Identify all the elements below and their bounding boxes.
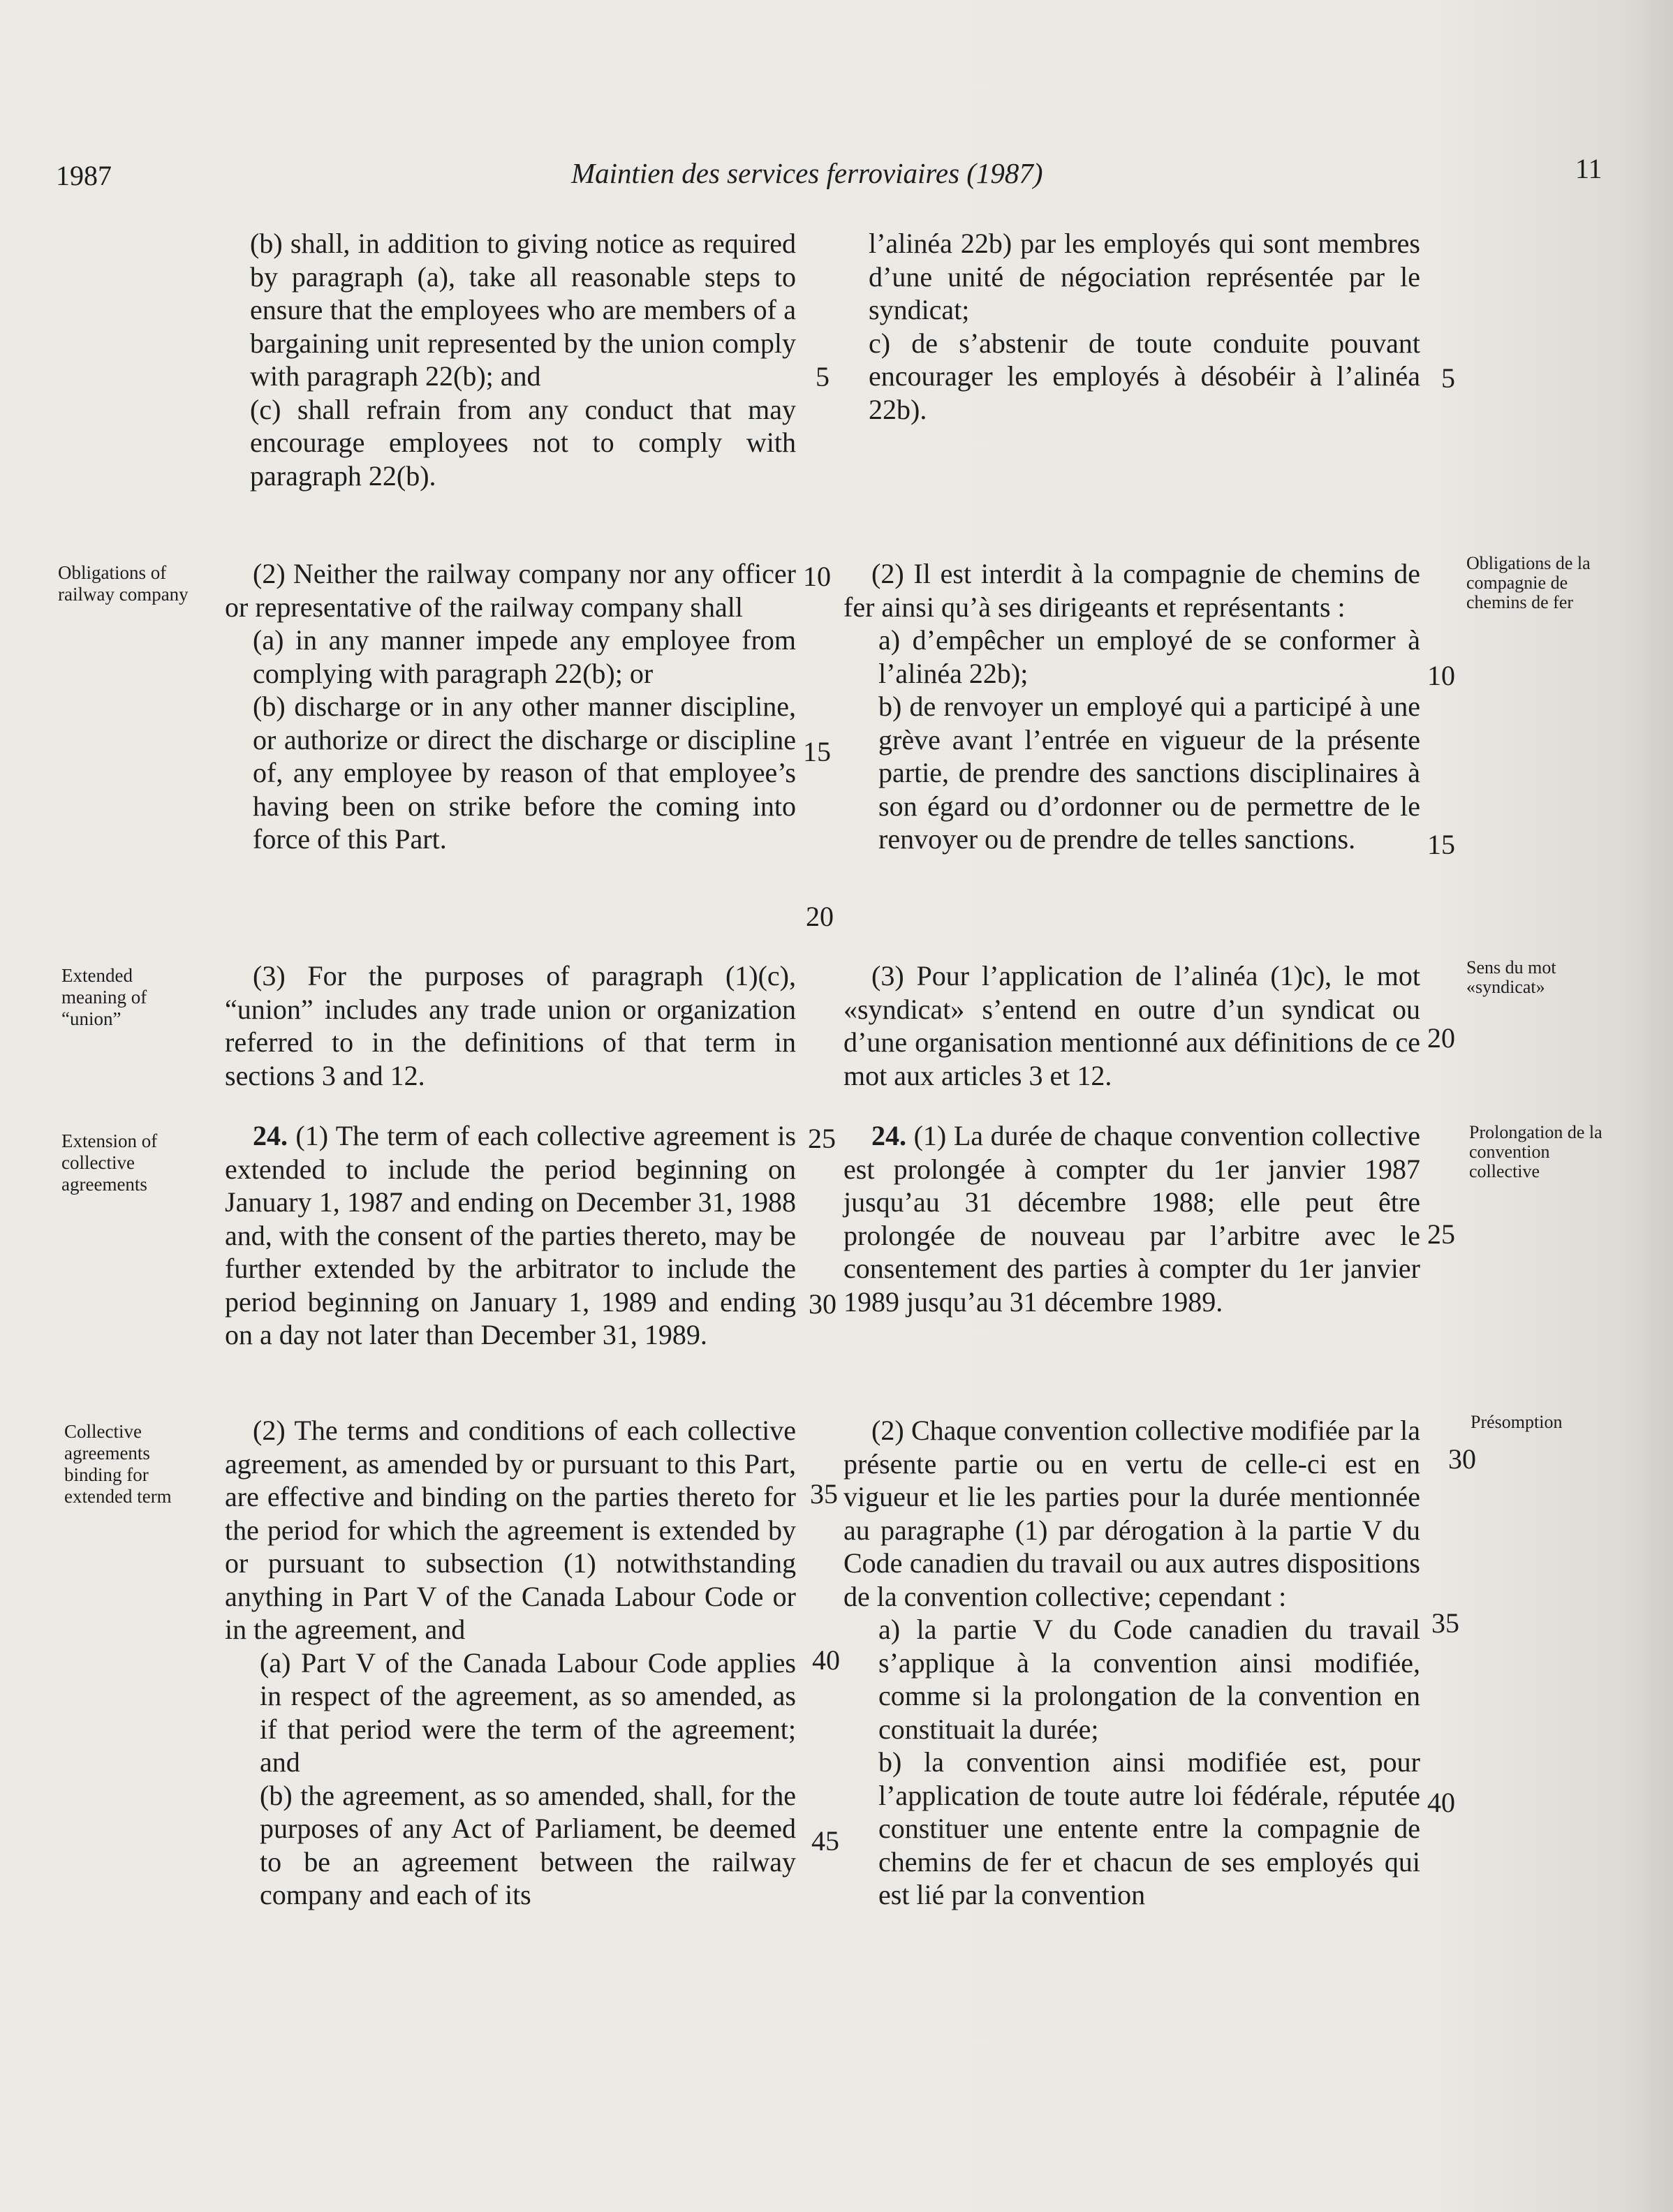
en-line-number-45: 45 bbox=[811, 1825, 839, 1857]
fr-line-number-35: 35 bbox=[1431, 1607, 1459, 1639]
margin-note-presomption-fr: Présomption bbox=[1471, 1412, 1563, 1432]
en-paragraph-group-2 bbox=[225, 557, 796, 856]
en-line-number-5: 5 bbox=[816, 361, 830, 392]
fr-line-number-25: 25 bbox=[1427, 1218, 1455, 1250]
margin-note-obligations-en: Obligations of railway company bbox=[58, 562, 189, 605]
fr-subsection-2: (2) Il est interdit à la compagnie de chemins de fer ainsi qu’à ses dirigeants et représentants : bbox=[843, 558, 1420, 623]
en-line-number-10: 10 bbox=[803, 561, 831, 592]
fr-paragraph-group-2 bbox=[843, 557, 1420, 856]
margin-note-binding-en: Collective agreements binding for extended term bbox=[64, 1421, 172, 1507]
en-para-24-2b: (b) the agreement, as so amended, shall, for the purposes of any Act of Parliament, be deemed to be an agreement between the railway company and each of its bbox=[260, 1779, 796, 1910]
header-year: 1987 bbox=[56, 160, 112, 191]
en-line-number-35: 35 bbox=[810, 1478, 838, 1510]
fr-line-number-15: 15 bbox=[1427, 829, 1455, 860]
en-subsection-3: (3) For the purposes of paragraph (1)(c), “union” includes any trade union or organization referred to in the definitions of that term in sections 3 and 12. bbox=[225, 960, 796, 1091]
en-line-number-25: 25 bbox=[808, 1123, 836, 1154]
en-paragraph-group-5 bbox=[225, 1414, 796, 1912]
margin-note-extended-union-en: Extended meaning of “union” bbox=[61, 965, 147, 1029]
fr-article-24: 24. bbox=[871, 1120, 906, 1151]
fr-para-1c: c) de s’abstenir de toute conduite pouvant encourager les employés à désobéir à l’alinéa 22b). bbox=[869, 327, 1420, 425]
fr-para-24-2a: a) la partie V du Code canadien du travail s’applique à la convention ainsi modifiée, comme si la prolongation de la convention en constituait la durée; bbox=[878, 1614, 1420, 1745]
en-paragraph-group-4 bbox=[225, 1119, 796, 1352]
en-para-1b: (b) shall, in addition to giving notice as required by paragraph (a), take all reasonable steps to ensure that the employees who are members of a bargaining unit represented by the union comply with paragraph 22(b); and bbox=[250, 228, 796, 392]
margin-note-extension-en: Extension of collective agreements bbox=[61, 1130, 158, 1195]
fr-paragraph-group-3 bbox=[843, 959, 1420, 1092]
header-page-number: 11 bbox=[1575, 153, 1602, 184]
en-section-24-1: (1) The term of each collective agreement is extended to include the period beginning on January 1, 1987 and ending on December 31, 1988 and, with the consent of the parties thereto, may be further extended by the arbitrator to include the period beginning on January 1, 1989 and ending on a day not later than December 31, 1989. bbox=[225, 1120, 797, 1350]
fr-line-number-20: 20 bbox=[1427, 1022, 1455, 1054]
fr-line-number-5: 5 bbox=[1441, 362, 1455, 394]
en-paragraph-group-3 bbox=[225, 959, 796, 1092]
en-para-2a: (a) in any manner impede any employee from complying with paragraph 22(b); or bbox=[253, 624, 796, 689]
header-title: Maintien des services ferroviaires (1987) bbox=[571, 157, 1043, 189]
fr-line-number-10: 10 bbox=[1427, 660, 1455, 691]
fr-paragraph-group-1 bbox=[843, 227, 1420, 426]
fr-para-24-2b: b) la convention ainsi modifiée est, pour l’application de toute autre loi fédérale, réputée constituer une entente entre la compagnie de chemins de fer et chacun de ses employés qui est lié par la convention bbox=[878, 1746, 1420, 1910]
fr-para-2a: a) d’empêcher un employé de se conformer à l’alinéa 22b); bbox=[878, 624, 1420, 689]
margin-note-obligations-fr: Obligations de la compagnie de chemins de fer bbox=[1466, 553, 1591, 612]
en-para-24-2a: (a) Part V of the Canada Labour Code applies in respect of the agreement, as so amended, as if that period were the term of the agreement; and bbox=[260, 1646, 796, 1778]
en-para-1c: (c) shall refrain from any conduct that may encourage employees not to comply with paragraph 22(b). bbox=[250, 393, 796, 492]
margin-note-syndicat-fr: Sens du mot «syndicat» bbox=[1466, 957, 1556, 997]
en-para-2b: (b) discharge or in any other manner discipline, or authorize or direct the discharge or discipline of, any employee by reason of that employee’s having been on strike before the coming into force of this Part. bbox=[253, 691, 796, 855]
en-subsection-2: (2) Neither the railway company nor any officer or representative of the railway company shall bbox=[225, 558, 796, 623]
fr-para-2b: b) de renvoyer un employé qui a participé à une grève avant l’entrée en vigueur de la présente partie, de prendre des sanctions disciplinaires à son égard ou d’ordonner ou de permettre de le renvoyer ou de prendre de telles sanctions. bbox=[878, 691, 1420, 855]
margin-note-prolongation-fr: Prolongation de la convention collective bbox=[1469, 1122, 1602, 1181]
fr-line-number-40: 40 bbox=[1427, 1787, 1455, 1818]
fr-paragraph-group-4 bbox=[843, 1119, 1420, 1318]
fr-subsection-3: (3) Pour l’application de l’alinéa (1)c), le mot «syndicat» s’entend en outre d’un syndicat ou d’une organisation mentionné aux définitions de ce mot aux articles 3 et 12. bbox=[843, 960, 1420, 1091]
en-article-24: 24. bbox=[253, 1120, 288, 1151]
fr-line-number-30: 30 bbox=[1448, 1443, 1476, 1475]
fr-section-24-2: (2) Chaque convention collective modifiée par la présente partie ou en vertu de celle-ci est en vigueur et lie les parties pour la durée mentionnée au paragraphe (1) par dérogation à la partie V du Code canadien du travail ou aux autres dispositions de la convention collective; cependant : bbox=[843, 1415, 1420, 1612]
en-line-number-40: 40 bbox=[812, 1644, 840, 1676]
fr-section-24-1: (1) La durée de chaque convention collective est prolongée à compter du 1er janvier 1987 jusqu’au 31 décembre 1988; elle peut être prolongée de nouveau par l’arbitre avec le consentement des parties à compter du 1er janvier 1989 jusqu’au 31 décembre 1989. bbox=[843, 1120, 1421, 1318]
fr-para-1b-cont: l’alinéa 22b) par les employés qui sont membres d’une unité de négociation représentée par le syndicat; bbox=[869, 228, 1420, 325]
fr-paragraph-group-5 bbox=[843, 1414, 1420, 1912]
en-line-number-15: 15 bbox=[803, 736, 831, 767]
en-section-24-2: (2) The terms and conditions of each collective agreement, as amended by or pursuant to this Part, are effective and binding on the parties thereto for the period for which the agreement is extended by or pursuant to subsection (1) notwithstanding anything in Part V of the Canada Labour Code or in the agreement, and bbox=[225, 1415, 796, 1645]
en-line-number-30: 30 bbox=[809, 1288, 836, 1320]
en-paragraph-group-1 bbox=[225, 227, 796, 492]
en-line-number-20: 20 bbox=[806, 901, 834, 932]
